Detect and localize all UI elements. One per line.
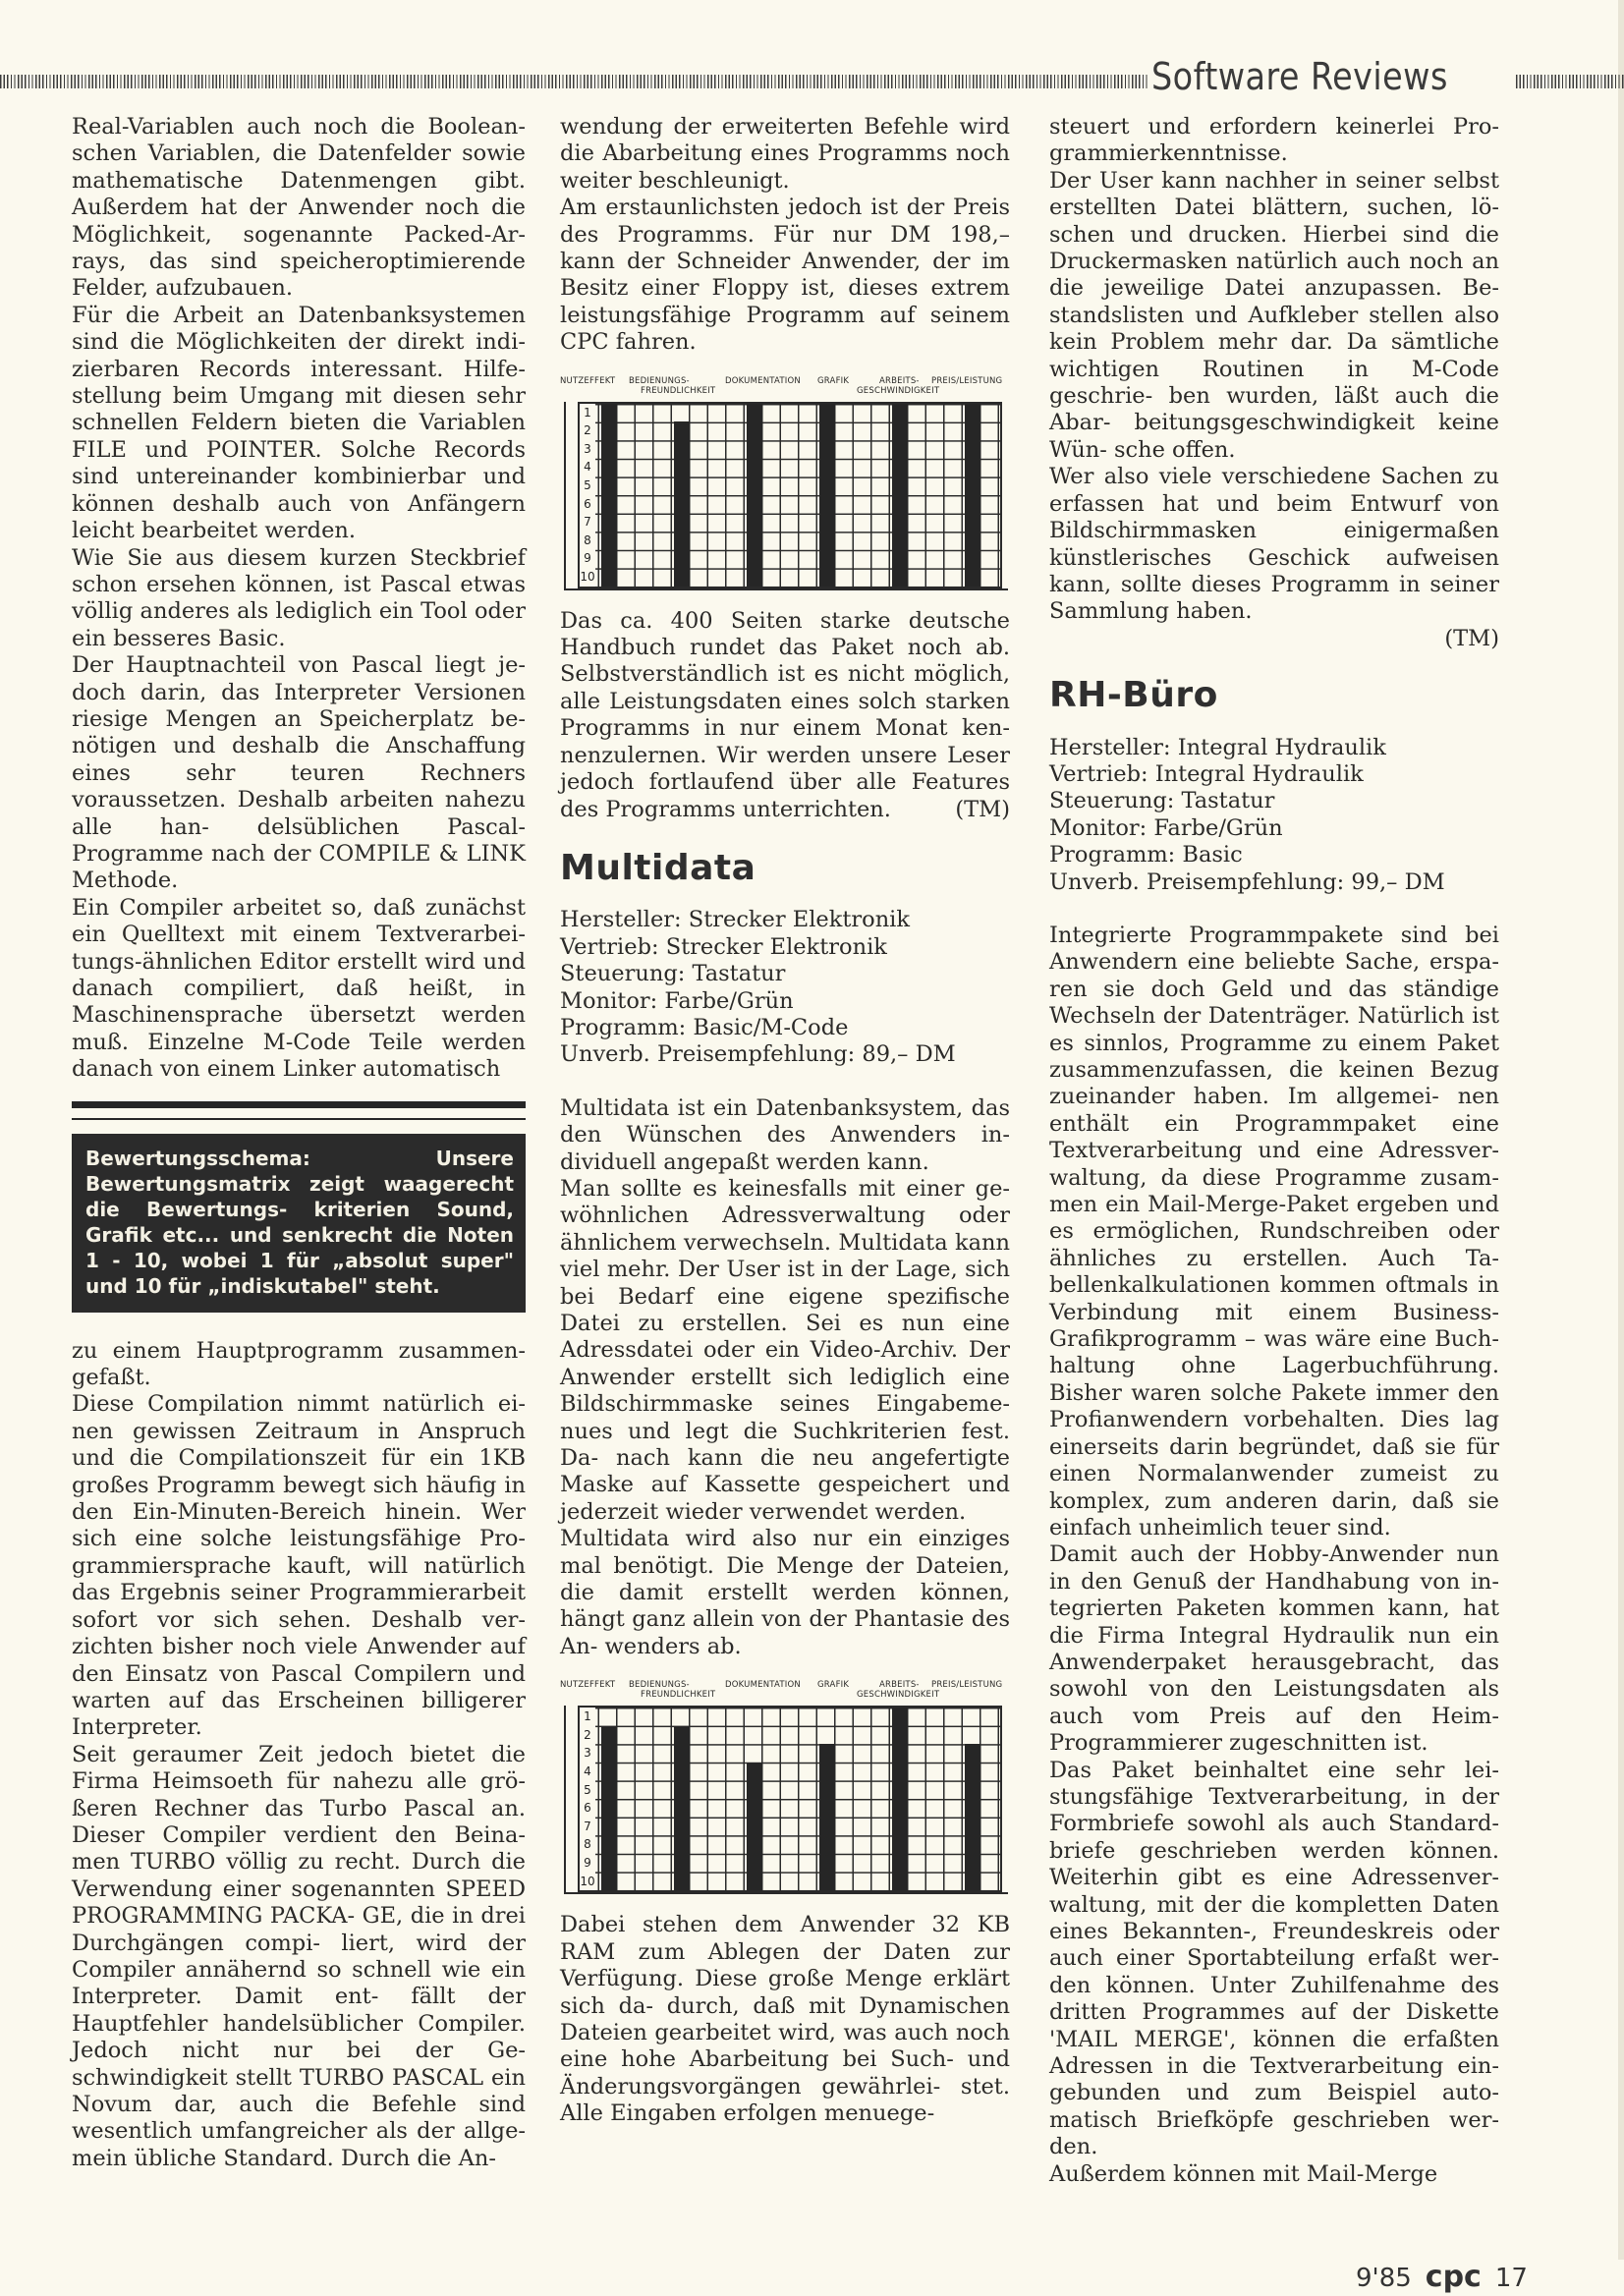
chart-label: GRAFIK — [817, 1680, 850, 1691]
y-tick-label: 4 — [580, 1763, 595, 1781]
paragraph — [560, 608, 1010, 823]
column-2 — [560, 114, 1010, 2128]
chart-label: DOKUMENTATION — [725, 1680, 801, 1691]
magazine-logo: cpc — [1425, 2260, 1482, 2294]
spec-line: Programm: Basic/M-Code — [560, 1014, 849, 1040]
page-edge — [1618, 0, 1624, 2260]
chart-label: GESCHWINDIGKEIT — [857, 1690, 940, 1701]
paragraph: Das Paket beinhaltet eine sehr lei- stungsfähige Textverarbeitung, in der Formbriefe sowohl als auch Standard- briefe geschrieben werden können. Weiterhin gibt es eine Adressenver- waltung, mit der die kompletten Daten eines Bekannten-, Freundeskreis oder auch einer Sportabteilung erfaßt wer- den können. Unter Zuhilfenahme des dritten Programmes auf der Diskette 'MAIL MERGE', können die erfaßten Adressen in die Textverarbeitung ein- gebunden und zum Beispiel auto- matisch Briefköpfe geschrieben wer- den. — [1049, 1757, 1499, 2160]
paragraph: Damit auch der Hobby-Anwender nun in den Genuß der Handhabung von in- tegrierten Paketen kommen kann, hat die Firma Integral Hydraulik nun ein Anwenderpaket herausgebracht, das sowohl von den Leistungsdaten als auch vom Preis auf den Heim- Programmierer zugeschnitten ist. — [1049, 1541, 1499, 1757]
y-axis-ticks — [580, 404, 595, 587]
y-tick-label: 3 — [580, 440, 595, 459]
y-tick-label: 10 — [580, 1873, 595, 1891]
spec-line: Programm: Basic — [1049, 842, 1243, 868]
section-title: Software Reviews — [1151, 55, 1448, 98]
chart-bar — [747, 404, 762, 587]
rating-scheme-box: Bewertungsschema: Unsere Bewertungsmatrix zeigt waagerecht die Bewertungs- kriterien Sound, Grafik etc... und senkrecht die Noten 1 - 10, wobei 1 für „absolut super" und 10 für „indiskutabel" steht. — [72, 1134, 526, 1313]
y-tick-label: 2 — [580, 1726, 595, 1745]
chart-bar — [819, 1744, 835, 1890]
chart-grid — [578, 402, 1002, 588]
y-axis-ticks — [580, 1708, 595, 1890]
y-tick-label: 6 — [580, 1799, 595, 1818]
chart-label: GESCHWINDIGKEIT — [857, 385, 940, 396]
paragraph: Außerdem können mit Mail-Merge — [1049, 2160, 1438, 2187]
divider-thick — [72, 1101, 526, 1108]
paragraph: Integrierte Programmpakete sind bei Anwendern eine beliebte Sache, erspa- ren sie doch Geld und das ständige Wechseln der Datenträger. Natürlich ist es sinnlos, Programme zu einem Paket zusammenzufassen, die keinen Bezug zueinander haben. Im allgemei- nen enthält ein Programmpaket eine Textverarbeitung und eine Adressver- waltung, da diese Programme zusam- men ein Mail-Merge-Paket ergeben und es ermöglichen, Rundschreiben oder ähnliches zu erstellen. Auch Ta- bellenkalkulationen kommen oftmals in Verbindung mit einem Business- Grafikprogramm – was wäre eine Buch- haltung ohne Lagerbuchführung. Bisher waren solche Pakete immer den Profianwendern vorbehalten. Dies lag einerseits darin begründet, daß sie für einen Normalanwender zumeist zu komplex, zum anderen darin, daß sie einfach unheimlich teuer sind. — [1049, 922, 1499, 1540]
column-1 — [72, 114, 526, 2172]
y-tick-label: 9 — [580, 549, 595, 568]
chart-label: BEDIENUNGS- — [629, 375, 690, 386]
chart-bar — [674, 421, 690, 586]
paragraph: Dabei stehen dem Anwender 32 KB RAM zum Ablegen der Daten zur Verfügung. Diese große Menge erklärt sich da- durch, daß mit Dynamischen Dateien gearbeitet wird, was auch noch eine hohe Abarbeitung bei Such- und Änderungsvorgängen gewährlei- stet. Alle Eingaben erfolgen menuege- — [560, 1912, 1010, 2127]
paragraph: Man sollte es keinesfalls mit einer ge- wöhnlichen Adressverwaltung oder ähnlichem verwechseln. Multidata kann viel mehr. Der User ist in der Lage, sich bei Bedarf eine eigene spezifische Datei zu erstellen. Sei es nun eine Adressdatei oder ein Video-Archiv. Der Anwender erstellt sich lediglich eine Bildschirmmaske seines Eingabeme- nues und legt die Suchkriterien fest. Da- nach kann die neu angefertigte Maske auf Kassette gespeichert und jederzeit wieder verwendet werden. — [560, 1175, 1010, 1525]
paragraph: Multidata wird also nur ein einziges mal benötigt. Die Menge der Dateien, die damit erstellt werden können, hängt ganz allein von der Phantasie des An- wenders ab. — [560, 1526, 1010, 1659]
author-signature: (TM) — [955, 796, 1010, 822]
chart-frame — [564, 1706, 1008, 1894]
chart-bar — [819, 404, 835, 587]
spec-line: Hersteller: Strecker Elektronik — [560, 907, 911, 933]
chart-bar — [674, 1726, 690, 1890]
paragraph: Real-Variablen auch noch die Boolean- schen Variablen, die Datenfelder sowie mathematische Datenmengen gibt. Außerdem hat der Anwender noch die Möglichkeit, sogenannte Packed-Ar- rays, das sind speicheroptimierende Felder, aufzubauen. — [72, 114, 526, 302]
chart-label: FREUNDLICHKEIT — [641, 385, 716, 396]
paragraph: Ein Compiler arbeitet so, daß zunächst ein Quelltext mit einem Textverarbei- tungs-ähnlichen Editor erstellt wird und danach compiliert, daß heißt, in Maschinensprache übersetzt werden muß. Einzelne M-Code Teile werden danach von einem Linker automatisch — [72, 894, 526, 1083]
column-3 — [1049, 114, 1499, 2188]
chart-bar — [601, 404, 617, 587]
chart-label: ARBEITS- — [879, 1680, 920, 1691]
divider-thin — [72, 1118, 526, 1120]
chart-bar — [892, 404, 908, 587]
chart-category-labels — [560, 368, 1010, 402]
paragraph: Wer also viele verschiedene Sachen zu erfassen hat und beim Entwurf von Bildschirmmasken einigermaßen künstlerisches Geschick aufweisen kann, sollte dieses Programm in seiner Sammlung haben. — [1049, 464, 1499, 625]
spec-line: Steuerung: Tastatur — [1049, 788, 1275, 814]
page-footer — [1356, 2260, 1528, 2294]
paragraph: Diese Compilation nimmt natürlich ei- nen gewissen Zeitraum in Anspruch und die Compilationszeit für ein 1KB großes Programm bewegt sich häufig in den Ein-Minuten-Bereich hinein. Wer sich eine solche leistungsfähige Pro- grammiersprache kauft, will natürlich das Ergebnis seiner Programmierarbeit sofort vor sich sehen. Deshalb ver- zichten bisher noch viele Anwender auf den Einsatz von Pascal Compilern und warten auf das Erscheinen billigerer Interpreter. — [72, 1391, 526, 1741]
spec-line: Unverb. Preisempfehlung: 89,– DM — [560, 1041, 956, 1068]
y-tick-label: 6 — [580, 495, 595, 514]
y-tick-label: 8 — [580, 1835, 595, 1854]
y-tick-label: 1 — [580, 404, 595, 422]
spec-line: Hersteller: Integral Hydraulik — [1049, 734, 1386, 760]
chart-bar — [965, 1744, 980, 1890]
spec-line: Unverb. Preisempfehlung: 99,– DM — [1049, 868, 1445, 895]
chart-label: DOKUMENTATION — [725, 375, 801, 386]
rating-chart-turbo-pascal — [560, 368, 1010, 590]
y-tick-label: 1 — [580, 1708, 595, 1726]
issue-number: 9'85 — [1356, 2264, 1412, 2293]
chart-bar — [965, 404, 980, 587]
paragraph: Seit geraumer Zeit jedoch bietet die Firma Heimsoeth für nahezu alle grö- ßeren Rechner das Turbo Pascal an. Dieser Compiler verdient den Beina- men TURBO völlig zu recht. Durch die Verwendung einer sogenannten SPEED PROGRAMMING PACKA- GE, die in drei Durchgängen compi- liert, wird der Compiler annähernd so schnell wie ein Interpreter. Damit ent- fällt der Hauptfehler handelsüblicher Compiler. Jedoch nicht nur bei der Ge- schwindigkeit stellt TURBO PASCAL ein Novum dar, auch die Befehle sind wesentlich umfangreicher als der allge- mein übliche Standard. Durch die An- — [72, 1741, 526, 2171]
paragraph: Der Hauptnachteil von Pascal liegt je- doch darin, das Interpreter Versionen riesige Mengen an Speicherplatz be- nötigen und deshalb die Anschaffung eines sehr teuren Rechners voraussetzen. Deshalb arbeiten nahezu alle han- delsüblichen Pascal-Programme nach der COMPILE & LINK Methode. — [72, 652, 526, 894]
y-tick-label: 5 — [580, 476, 595, 495]
chart-bar — [601, 1726, 617, 1890]
chart-category-labels — [560, 1672, 1010, 1706]
review-title-rh-buero: RH-Büro — [1049, 675, 1218, 716]
y-tick-label: 5 — [580, 1781, 595, 1800]
rating-chart-multidata — [560, 1672, 1010, 1894]
chart-bar — [747, 1763, 762, 1890]
y-tick-label: 7 — [580, 1818, 595, 1836]
spec-line: Monitor: Farbe/Grün — [1049, 814, 1283, 841]
y-tick-label: 8 — [580, 532, 595, 550]
y-tick-label: 4 — [580, 458, 595, 476]
spec-line: Steuerung: Tastatur — [560, 961, 786, 987]
chart-label: NUTZEFFEKT — [560, 375, 616, 386]
paragraph-text: Das ca. 400 Seiten starke deutsche Handbuch rundet das Paket noch ab. Selbstverständlich ist es nicht möglich, alle Leistungsdaten eines solch starken Programms in nur einem Monat ken- nenzulernen. Wir werden unsere Leser jedoch fortlaufend über alle Features des Programms unterrichten. — [560, 607, 1010, 822]
chart-label: PREIS/LEISTUNG — [931, 1680, 1003, 1691]
review-title-multidata: Multidata — [560, 847, 756, 888]
paragraph: steuert und erfordern keinerlei Pro- grammierkenntnisse. — [1049, 114, 1499, 167]
author-signature: (TM) — [1444, 625, 1499, 651]
paragraph: Am erstaunlichsten jedoch ist der Preis des Programms. Für nur DM 198,– kann der Schneider Anwender, der im Besitz einer Floppy ist, dieses extrem leistungsfähige Programm auf seinem CPC fahren. — [560, 195, 1010, 356]
chart-grid — [578, 1706, 1002, 1892]
spec-line: Vertrieb: Strecker Elektronik — [560, 933, 887, 960]
y-tick-label: 9 — [580, 1854, 595, 1873]
paragraph: Der User kann nachher in seiner selbst erstellten Datei blättern, suchen, lö- schen und drucken. Hierbei sind die Druckermasken natürlich auch noch an die jeweilige Datei anzupassen. Be- standslisten und Aufkleber stellen also kein Problem mehr dar. Da sämtliche wichtigen Routinen in M-Code geschrie- ben wurden, läßt auch die Abar- beitungsgeschwindigkeit keine Wün- sche offen. — [1049, 167, 1499, 463]
chart-label: FREUNDLICHKEIT — [641, 1690, 716, 1701]
paragraph: Wie Sie aus diesem kurzen Steckbrief schon ersehen können, ist Pascal etwas völlig anderes als lediglich ein Tool oder ein besseres Basic. — [72, 544, 526, 651]
spec-line: Vertrieb: Integral Hydraulik — [1049, 760, 1364, 787]
header-rule-left — [0, 75, 1148, 88]
chart-label: PREIS/LEISTUNG — [931, 375, 1003, 386]
chart-bar — [892, 1708, 908, 1890]
paragraph: zu einem Hauptprogramm zusammen- gefaßt. — [72, 1337, 526, 1391]
chart-label: ARBEITS- — [879, 375, 920, 386]
chart-label: GRAFIK — [817, 375, 850, 386]
header-rule-right — [1516, 75, 1624, 88]
paragraph: wendung der erweiterten Befehle wird die Abarbeitung eines Programms noch weiter beschleunigt. — [560, 114, 1010, 194]
paragraph: Multidata ist ein Datenbanksystem, das den Wünschen des Anwenders in- dividuell angepaßt werden kann. — [560, 1094, 1010, 1175]
paragraph — [1049, 626, 1499, 652]
y-tick-label: 7 — [580, 513, 595, 532]
spec-line: Monitor: Farbe/Grün — [560, 987, 794, 1014]
y-tick-label: 3 — [580, 1744, 595, 1763]
page-number: 17 — [1494, 2264, 1528, 2293]
y-tick-label: 2 — [580, 421, 595, 440]
page-header — [0, 55, 1624, 100]
y-tick-label: 10 — [580, 568, 595, 587]
chart-label: BEDIENUNGS- — [629, 1680, 690, 1691]
chart-label: NUTZEFFEKT — [560, 1680, 616, 1691]
paragraph: Für die Arbeit an Datenbanksystemen sind die Möglichkeiten der direkt indi- zierbaren Records interessant. Hilfe- stellung beim Umgang mit diesen sehr schnellen Feldern bieten die Variablen FILE und POINTER. Solche Records sind untereinander kombinierbar und können deshalb auch von Anfängern leicht bearbeitet werden. — [72, 302, 526, 544]
divider-rules — [72, 1101, 526, 1120]
chart-frame — [564, 402, 1008, 590]
